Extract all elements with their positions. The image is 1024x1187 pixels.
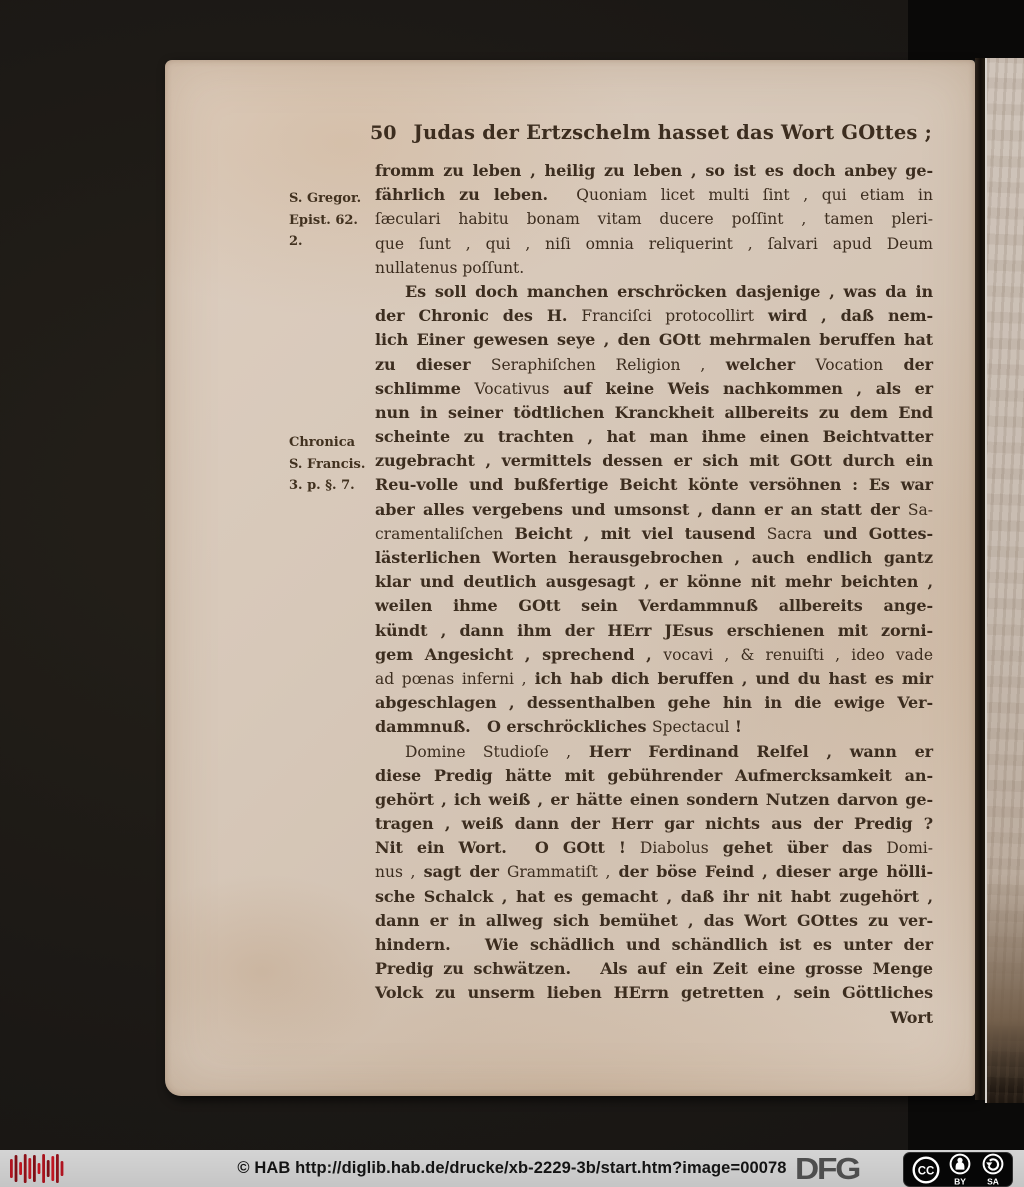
antiqua-text-segment: nus , bbox=[375, 863, 416, 882]
antiqua-text-segment: Sa- bbox=[907, 500, 933, 519]
antiqua-text-segment: nullatenus poſſunt. bbox=[375, 258, 525, 277]
text-line bbox=[375, 498, 933, 522]
text-line bbox=[375, 377, 933, 401]
page-number: 50 bbox=[370, 122, 397, 144]
fraktur-text-segment: zugebracht , vermittels dessen er sich mit GOtt durch ein bbox=[375, 451, 933, 471]
fraktur-text-segment: dann er in allweg sich bemühet , das Wort GOttes zu ver- bbox=[375, 910, 933, 930]
text-line bbox=[375, 667, 933, 691]
margin-note-line: 2. bbox=[289, 234, 303, 249]
margin-note-line: S. Francis. bbox=[289, 456, 366, 472]
text-line bbox=[375, 207, 933, 231]
fraktur-text-segment: kündt , dann ihm der HErr JEsus erschienen mit zorni- bbox=[375, 620, 933, 640]
text-line bbox=[375, 885, 933, 909]
fraktur-text-segment: Wort bbox=[890, 1007, 933, 1027]
attribution-bar bbox=[0, 1150, 1024, 1187]
fraktur-text-segment: Nit ein Wort. O GOtt ! bbox=[375, 838, 640, 858]
running-title: Judas der Ertzschelm hasset das Wort GOttes ; bbox=[413, 121, 932, 144]
text-line bbox=[375, 473, 933, 497]
fraktur-text-segment: wird , daß nem- bbox=[753, 306, 933, 326]
text-line bbox=[375, 764, 933, 788]
copyright-url: © HAB http://diglib.hab.de/drucke/xb-2229-3b/start.htm?image=00078 bbox=[237, 1159, 787, 1177]
fraktur-text-segment: fromm zu leben , heilig zu leben , so ist es doch anbey ge- bbox=[375, 161, 933, 180]
text-line bbox=[375, 256, 933, 280]
fraktur-text-segment: Volck zu unserm lieben HErrn getretten , sein Göttliches bbox=[375, 983, 933, 1003]
text-line bbox=[375, 522, 933, 546]
fraktur-text-segment: aber alles vergebens und umsonst , dann er an statt der bbox=[375, 499, 908, 519]
fraktur-text-segment: lich Einer gewesen seye , den GOtt mehrmalen beruffen hat bbox=[375, 330, 933, 350]
fraktur-text-segment: dammnuß. O erschröckliches bbox=[375, 717, 652, 737]
fraktur-text-segment: ! bbox=[729, 717, 742, 737]
fraktur-text-segment: diese Predig hätte mit gebührender Aufmercksamkeit an- bbox=[375, 765, 933, 785]
fraktur-text-segment: der bbox=[883, 354, 933, 374]
text-line bbox=[375, 957, 933, 981]
cc-by-icon bbox=[947, 1153, 973, 1186]
text-line bbox=[375, 812, 933, 836]
antiqua-text-segment: que ſunt , qui , niſi omnia reliquerint , ſalvari apud Deum bbox=[375, 234, 933, 253]
backdrop-shadow-top-right bbox=[908, 0, 1024, 60]
text-line bbox=[375, 159, 933, 183]
text-line bbox=[375, 1006, 933, 1030]
antiqua-text-segment: Grammatiſt , bbox=[507, 863, 611, 882]
antiqua-text-segment: cramentaliſchen bbox=[375, 524, 504, 543]
cc-sa-label: SA bbox=[986, 1176, 999, 1186]
fraktur-text-segment: scheinte zu trachten , hat man ihme einen Beichtvatter bbox=[375, 427, 933, 447]
antiqua-text-segment: Diabolus bbox=[639, 839, 709, 858]
body-text bbox=[375, 159, 933, 1030]
text-line bbox=[375, 570, 933, 594]
backdrop-shadow-bottom-right bbox=[908, 1095, 1024, 1153]
fraktur-text-segment: abgeschlagen , dessenthalben gehe hin in die ewige Ver- bbox=[375, 693, 933, 713]
text-line bbox=[375, 691, 933, 715]
text-line bbox=[375, 328, 933, 352]
antiqua-text-segment: Franciſci protocollirt bbox=[581, 307, 754, 326]
text-line bbox=[375, 715, 933, 739]
text-line bbox=[375, 619, 933, 643]
fraktur-text-segment: gem Angesicht , sprechend , bbox=[375, 644, 664, 664]
fraktur-text-segment: hindern. Wie schädlich und schändlich ist es unter der bbox=[375, 935, 933, 954]
fraktur-text-segment: Predig zu schwätzen. Als auf ein Zeit eine grosse Menge bbox=[375, 959, 933, 979]
fraktur-text-segment: auf keine Weis nachkommen , als er bbox=[549, 378, 934, 398]
text-line bbox=[375, 425, 933, 449]
margin-note-line: S. Gregor. bbox=[289, 191, 362, 206]
margin-note-line: 3. p. §. 7. bbox=[289, 478, 355, 493]
antiqua-text-segment: Domi- bbox=[886, 839, 933, 858]
book-fore-edge-shadow bbox=[975, 58, 985, 1100]
text-line bbox=[375, 909, 933, 933]
text-line bbox=[375, 449, 933, 473]
antiqua-text-segment: Seraphiſchen Religion , bbox=[490, 355, 706, 374]
fraktur-text-segment: fährlich zu leben. bbox=[375, 185, 577, 205]
fraktur-text-segment: welcher bbox=[705, 354, 816, 374]
fraktur-text-segment: weilen ihme GOtt sein Verdammnuß allbereits ange- bbox=[375, 596, 933, 616]
fraktur-text-segment: Beicht , mit viel tausend bbox=[503, 523, 767, 543]
cc-sa-icon bbox=[980, 1153, 1006, 1186]
text-line bbox=[375, 933, 933, 957]
fraktur-text-segment: gehet über das bbox=[708, 838, 887, 858]
text-line bbox=[375, 353, 933, 377]
margin-note-gregor bbox=[289, 188, 373, 253]
margin-note-line: Epist. 62. bbox=[289, 212, 358, 228]
facing-page-edge bbox=[985, 58, 1024, 1103]
dfg-logo: DFG bbox=[795, 1150, 860, 1186]
fraktur-text-segment: Es soll doch manchen erschröcken dasjenige , was da in bbox=[405, 281, 933, 301]
page-header bbox=[370, 121, 932, 144]
text-line bbox=[375, 232, 933, 256]
antiqua-text-segment: vocavi , & renuiſti , ideo vade bbox=[663, 645, 934, 664]
fraktur-text-segment: nun in seiner tödtlichen Kranckheit allbereits zu dem End bbox=[375, 402, 933, 422]
fraktur-text-segment: schlimme bbox=[375, 378, 475, 398]
text-line bbox=[375, 280, 933, 304]
cc-icon bbox=[911, 1155, 941, 1185]
antiqua-text-segment: Vocativus bbox=[474, 379, 550, 398]
text-line bbox=[375, 860, 933, 884]
antiqua-text-segment: ad pœnas inferni , bbox=[375, 669, 527, 688]
margin-note-line: Chronica bbox=[289, 435, 356, 450]
scanned-book-page bbox=[165, 60, 975, 1096]
fraktur-text-segment: tragen , weiß dann der Herr gar nichts aus der Predig ? bbox=[375, 814, 933, 834]
text-line bbox=[375, 546, 933, 570]
text-line bbox=[375, 183, 933, 207]
antiqua-text-segment: Sacra bbox=[766, 524, 812, 543]
fraktur-text-segment: lästerlichen Worten herausgebrochen , auch endlich gantz bbox=[375, 548, 933, 567]
fraktur-text-segment: der böse Feind , dieser arge hölli- bbox=[610, 862, 933, 882]
margin-note-chronica bbox=[289, 432, 373, 497]
antiqua-text-segment: ſæculari habitu bonam vitam ducere poſſint , tamen pleri- bbox=[375, 210, 933, 229]
fraktur-text-segment: sagt der bbox=[415, 862, 508, 882]
antiqua-text-segment: Quoniam licet multi ſint , qui etiam in bbox=[576, 186, 933, 205]
fraktur-text-segment: zu dieser bbox=[375, 354, 491, 374]
fraktur-text-segment: und Gottes- bbox=[811, 523, 933, 543]
text-line bbox=[375, 643, 933, 667]
fraktur-text-segment: klar und deutlich ausgesagt , er könne nit mehr beichten , bbox=[375, 572, 933, 592]
text-line bbox=[375, 401, 933, 425]
fraktur-text-segment: Reu-volle und bußfertige Beicht könte versöhnen : Es war bbox=[375, 475, 933, 495]
cc-by-label: BY bbox=[954, 1176, 966, 1186]
text-line bbox=[375, 594, 933, 618]
antiqua-text-segment: Spectacul bbox=[651, 718, 730, 737]
fraktur-text-segment: Herr Ferdinand Relfel , wann er bbox=[571, 741, 933, 761]
text-line bbox=[375, 304, 933, 328]
text-line bbox=[375, 981, 933, 1005]
fraktur-text-segment: gehört , ich weiß , er hätte einen sondern Nutzen darvon ge- bbox=[375, 789, 933, 809]
fraktur-text-segment: der Chronic des H. bbox=[375, 306, 582, 326]
svg-text:CC: CC bbox=[917, 1164, 934, 1177]
text-line bbox=[375, 836, 933, 860]
text-line bbox=[375, 788, 933, 812]
fraktur-text-segment: ich hab dich beruffen , und du hast es mir bbox=[526, 668, 933, 688]
fraktur-text-segment: sche Schalck , hat es gemacht , daß ihr nit habt zugehört , bbox=[375, 886, 933, 906]
antiqua-text-segment: Domine Studioſe , bbox=[405, 742, 572, 761]
antiqua-text-segment: Vocation bbox=[815, 355, 884, 374]
cc-license-badge bbox=[903, 1152, 1013, 1187]
text-line bbox=[375, 740, 933, 764]
